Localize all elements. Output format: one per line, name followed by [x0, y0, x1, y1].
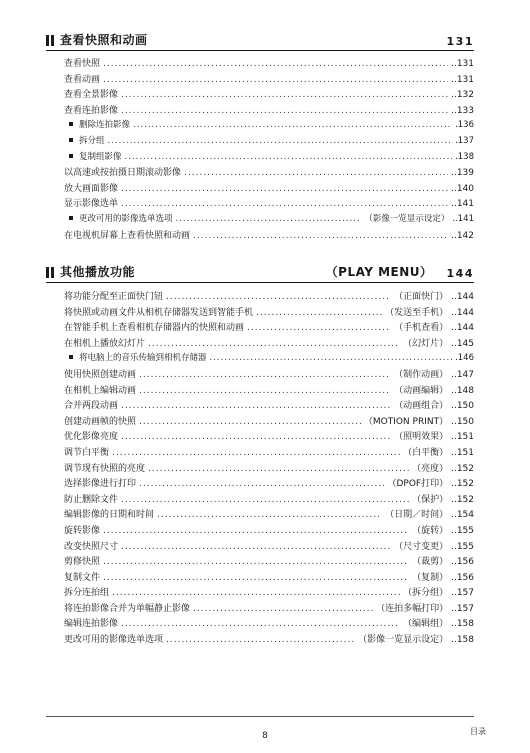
toc-entry-menu-name: （动画编辑） [394, 385, 449, 396]
dot-leader [121, 619, 400, 629]
dot-leader [103, 557, 409, 567]
toc-entry[interactable] [64, 336, 474, 352]
toc-entry-page: ..131 [451, 74, 474, 85]
section-header-view [46, 30, 474, 51]
dot-leader [139, 479, 384, 489]
dot-leader [121, 199, 448, 209]
toc-entry-title: 复制组影像 [64, 150, 122, 162]
toc-entry-page: ..148 [451, 385, 474, 396]
dot-leader [125, 152, 453, 162]
toc-entry[interactable] [64, 56, 474, 72]
footer-page-number: 8 [262, 731, 268, 741]
toc-entry-title: 优化影像亮度 [64, 432, 119, 443]
toc-entry-page: ..147 [451, 369, 474, 380]
toc-entry-title: 使用快照创建动画 [64, 369, 137, 380]
toc-entry-page: .146 [455, 353, 474, 364]
toc-entry-page: .137 [455, 135, 474, 146]
toc-entry-title: 在相机上播放幻灯片 [64, 338, 146, 349]
toc-entry[interactable] [64, 72, 474, 88]
toc-entry[interactable] [64, 228, 474, 244]
toc-entry-menu-name: （裁剪） [412, 557, 449, 568]
section-page-number[interactable]: 131 [446, 35, 474, 48]
dot-leader [133, 120, 452, 130]
toc-entry-menu-name: （连拍多幅打印） [376, 603, 449, 614]
dot-leader [121, 106, 448, 116]
footer-contents-label[interactable]: 目录 [470, 727, 486, 736]
toc-entry[interactable] [64, 570, 474, 586]
toc-entry-title: 在智能手机上查看相机存储器内的快照和动画 [64, 323, 245, 334]
toc-entry-title: 旋转影像 [64, 525, 101, 536]
section-title: 其他播放功能 [60, 265, 136, 279]
dot-leader [121, 184, 448, 194]
dot-leader [121, 542, 391, 552]
toc-entry-title: 以高速或按拍摄日期滚动影像 [64, 168, 182, 179]
toc-entry-title: 将电脑上的音乐传输到相机存储器 [64, 351, 207, 363]
toc-entry-title: 拆分连拍组 [64, 588, 110, 599]
toc-entry-title: 合并两段动画 [64, 401, 119, 412]
toc-entry-title: 查看连拍影像 [64, 105, 119, 116]
toc-entry-page: ..151 [451, 432, 474, 443]
toc-entry-menu-name: （拆分组） [403, 588, 449, 599]
toc-entry-page: ..140 [451, 183, 474, 194]
dot-leader [112, 588, 400, 598]
toc-entry-page: ..133 [451, 105, 474, 116]
toc-entry-menu-name: （制作动画） [394, 369, 449, 380]
toc-list-play-functions [64, 289, 474, 648]
toc-entry-page: ..155 [451, 525, 474, 536]
toc-entry[interactable] [64, 429, 474, 445]
toc-entry-menu-name: （正面快门） [394, 292, 449, 302]
toc-entry-page: ..144 [451, 292, 474, 302]
toc-entry[interactable] [64, 305, 474, 321]
toc-entry-title: 改变快照尺寸 [64, 541, 119, 552]
dot-leader [108, 136, 453, 146]
toc-entry-page: ..156 [451, 572, 474, 583]
toc-entry[interactable] [64, 165, 474, 181]
toc-entry-menu-name: （白平衡） [403, 447, 449, 458]
dot-leader [157, 510, 382, 520]
dot-leader [166, 635, 355, 645]
dot-leader [148, 339, 400, 349]
toc-entry[interactable] [64, 320, 474, 336]
toc-entry[interactable] [64, 181, 474, 197]
toc-entry-page: ..154 [451, 510, 474, 521]
toc-entry[interactable] [64, 492, 474, 508]
toc-entry[interactable] [64, 351, 474, 367]
section-page-number[interactable]: 144 [446, 267, 474, 280]
section-marker-icon [46, 35, 54, 46]
toc-entry-page: ..144 [451, 307, 474, 318]
toc-entry[interactable] [64, 507, 474, 523]
toc-entry[interactable] [64, 476, 474, 492]
dot-leader [121, 495, 409, 505]
toc-entry[interactable] [64, 367, 474, 383]
toc-entry[interactable] [64, 445, 474, 461]
toc-entry-page: ..157 [451, 588, 474, 599]
toc-entry[interactable] [64, 150, 474, 166]
dot-leader [121, 432, 391, 442]
dot-leader [193, 604, 373, 614]
toc-entry-page: .136 [455, 120, 474, 131]
dot-leader [121, 401, 391, 411]
dot-leader [139, 386, 391, 396]
toc-entry-title: 更改可用的影像选单选项 [64, 212, 173, 224]
toc-entry-menu-name: （亮度） [412, 463, 449, 474]
section-header-play-functions [46, 262, 474, 283]
toc-entry-menu-name: （照明效果） [394, 432, 449, 443]
toc-entry[interactable] [64, 383, 474, 399]
toc-entry[interactable] [64, 539, 474, 555]
toc-entry-title: 显示影像选单 [64, 199, 119, 210]
toc-entry-menu-name: （旋转） [412, 525, 449, 536]
toc-entry-title: 将快照或动画文件从相机存储器发送到智能手机 [64, 307, 254, 318]
toc-entry-menu-name: （幻灯片） [403, 338, 449, 349]
toc-entry-menu-name: （编辑组） [403, 619, 449, 630]
dot-leader [193, 231, 448, 241]
toc-entry-page: ..150 [451, 401, 474, 412]
dot-leader [121, 90, 448, 100]
dot-leader [103, 75, 448, 85]
toc-entry[interactable] [64, 134, 474, 150]
toc-entry-page: ..142 [451, 230, 474, 241]
toc-entry-page: ..158 [451, 635, 474, 646]
toc-entry-menu-name: （DPOF打印） [387, 479, 449, 490]
toc-entry[interactable] [64, 212, 474, 228]
dot-leader [112, 448, 400, 458]
toc-entry-page: .138 [455, 151, 474, 162]
dot-leader [166, 292, 391, 302]
toc-entry-menu-name: （发送至手机） [385, 307, 449, 318]
toc-entry-title: 将功能分配至正面快门钮 [64, 292, 164, 302]
toc-entry-title: 更改可用的影像选单选项 [64, 635, 164, 646]
toc-entry-title: 创建动画帧的快照 [64, 416, 137, 427]
toc-entry-page: ..152 [451, 463, 474, 474]
toc-entry-title: 拆分组 [64, 134, 105, 146]
toc-entry-page: ..151 [451, 447, 474, 458]
toc-entry[interactable] [64, 554, 474, 570]
toc-entry-title: 选择影像进行打印 [64, 479, 137, 490]
toc-entry-title: 复制文件 [64, 572, 101, 583]
toc-entry-page: ..131 [451, 59, 474, 69]
toc-entry-title: 调节现有快照的亮度 [64, 463, 146, 474]
toc-entry-title: 将连拍影像合并为单幅静止影像 [64, 603, 191, 614]
dot-leader [256, 308, 382, 318]
toc-entry[interactable] [64, 118, 474, 134]
toc-entry-page: ..152 [451, 479, 474, 490]
toc-entry-menu-name: （复制） [412, 572, 449, 583]
toc-entry-page: ..141 [452, 213, 474, 224]
toc-entry-page: ..145 [451, 338, 474, 349]
toc-entry-title: 编辑影像的日期和时间 [64, 510, 155, 521]
toc-entry-title: 剪修快照 [64, 557, 101, 568]
toc-entry-page: ..132 [451, 90, 474, 101]
toc-entry-title: 查看快照 [64, 59, 101, 69]
toc-entry-page: ..156 [451, 557, 474, 568]
toc-entry-page: ..144 [451, 323, 474, 334]
toc-entry-title: 编辑连拍影像 [64, 619, 119, 630]
toc-entry-title: 在电视机屏幕上查看快照和动画 [64, 230, 191, 241]
dot-leader [176, 214, 362, 224]
toc-entry[interactable] [64, 196, 474, 212]
toc-entry-menu-name: （影像一览显示设定） [358, 635, 449, 646]
toc-entry[interactable] [64, 398, 474, 414]
toc-entry[interactable] [64, 616, 474, 632]
toc-list-view [64, 56, 474, 243]
toc-entry-title: 在相机上编辑动画 [64, 385, 137, 396]
toc-entry-title: 调节白平衡 [64, 447, 110, 458]
toc-entry-menu-name: （MOTION PRINT） [363, 416, 449, 427]
dot-leader [148, 464, 409, 474]
toc-entry-page: ..155 [451, 541, 474, 552]
toc-entry[interactable] [64, 632, 474, 648]
toc-entry-title: 删除连拍影像 [64, 118, 130, 130]
toc-entry-menu-name: （影像一览显示设定） [364, 213, 450, 224]
dot-leader [103, 573, 409, 583]
dot-leader [247, 323, 391, 333]
toc-entry-title: 查看动画 [64, 74, 101, 85]
section-subtitle: （PLAY MENU） [325, 265, 433, 279]
toc-entry[interactable] [64, 601, 474, 617]
toc-entry-page: ..150 [451, 416, 474, 427]
toc-entry-menu-name: （日期／时间） [385, 510, 449, 521]
toc-entry-title: 防止删除文件 [64, 494, 119, 505]
toc-entry-page: ..141 [451, 199, 474, 210]
toc-entry[interactable] [64, 103, 474, 119]
toc-entry-title: 查看全景影像 [64, 90, 119, 101]
toc-entry-menu-name: （动画组合） [394, 401, 449, 412]
toc-entry-page: ..152 [451, 494, 474, 505]
footer-divider [46, 716, 474, 717]
dot-leader [103, 526, 409, 536]
section-title: 查看快照和动画 [60, 33, 148, 47]
toc-entry[interactable] [64, 414, 474, 430]
dot-leader [103, 59, 448, 69]
dot-leader [139, 370, 391, 380]
toc-entry[interactable] [64, 523, 474, 539]
dot-leader [139, 417, 361, 427]
toc-entry-page: ..157 [451, 603, 474, 614]
toc-entry-menu-name: （手机查看） [394, 323, 449, 334]
dot-leader [210, 353, 453, 363]
toc-entry-menu-name: （尺寸变更） [394, 541, 449, 552]
toc-entry-page: ..139 [451, 168, 474, 179]
toc-entry[interactable] [64, 585, 474, 601]
toc-entry-menu-name: （保护） [412, 494, 449, 505]
toc-entry-page: ..158 [451, 619, 474, 630]
section-marker-icon [46, 267, 54, 278]
dot-leader [184, 168, 448, 178]
toc-entry[interactable] [64, 289, 474, 305]
toc-entry-title: 放大画面影像 [64, 183, 119, 194]
toc-entry[interactable] [64, 461, 474, 477]
toc-entry[interactable] [64, 87, 474, 103]
